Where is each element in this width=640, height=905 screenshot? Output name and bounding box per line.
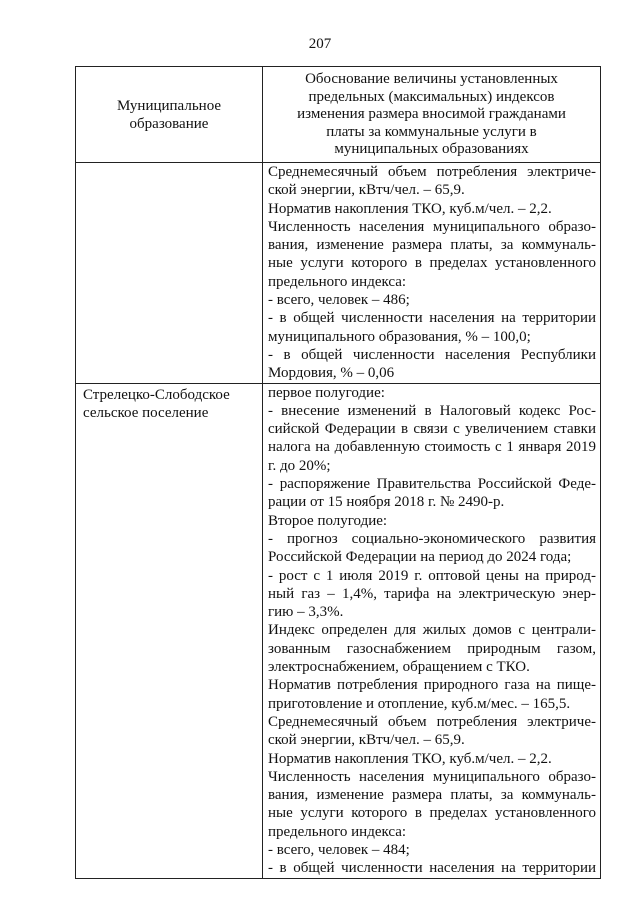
text-line: предельного индекса: bbox=[268, 823, 407, 840]
header-text-line: Обоснование величины установленных bbox=[305, 71, 558, 87]
text-line: Мордовия, % – 0,06 bbox=[268, 365, 395, 382]
header-municipality bbox=[76, 67, 263, 163]
municipality-name-cell bbox=[76, 163, 263, 384]
text-line: Численность населения муниципального образо- bbox=[268, 218, 596, 235]
text-line: первое полугодие: bbox=[268, 384, 385, 401]
text-line: сийской Федерации в связи с увеличением ставки bbox=[268, 421, 596, 438]
text-line: Второе полугодие: bbox=[268, 512, 388, 529]
municipality-name-cell bbox=[76, 383, 263, 878]
justification-cell bbox=[263, 383, 601, 878]
text-line: Российской Федерации на период до 2024 года; bbox=[268, 549, 572, 566]
header-text-line: муниципальных образованиях bbox=[334, 141, 529, 157]
header-text-line: изменения размера вносимой гражданами bbox=[297, 106, 566, 122]
text-line: ные услуги которого в пределах установленного bbox=[268, 255, 596, 272]
text-line: ской энергии, кВтч/чел. – 65,9. bbox=[268, 182, 465, 199]
text-line: Норматив накопления ТКО, куб.м/чел. – 2,2. bbox=[268, 750, 552, 767]
header-text-line: образование bbox=[129, 115, 209, 132]
text-line: электроснабжением, обращением с ТКО. bbox=[268, 659, 530, 676]
text-line: - всего, человек – 486; bbox=[268, 292, 410, 309]
municipality-name-line: сельское поселение bbox=[83, 404, 209, 421]
text-line: Среднемесячный объем потребления электриче- bbox=[268, 713, 596, 730]
justification-cell bbox=[263, 163, 601, 384]
page-number: 207 bbox=[308, 36, 332, 52]
header-text-line: Муниципальное bbox=[116, 97, 222, 114]
text-line: - в общей численности населения на территории bbox=[268, 310, 596, 327]
text-line: вания, изменение размера платы, за коммуналь- bbox=[268, 787, 596, 804]
text-line: - всего, человек – 484; bbox=[268, 841, 410, 858]
table-header-row bbox=[76, 67, 601, 163]
table-row bbox=[76, 163, 601, 384]
text-line: вания, изменение размера платы, за коммуналь- bbox=[268, 237, 596, 254]
text-line: приготовление и отопление, куб.м/мес. – 165,5. bbox=[268, 695, 571, 712]
text-line: гию – 3,3%. bbox=[268, 604, 344, 621]
text-line: - в общей численности населения на территории bbox=[268, 860, 596, 877]
text-line: Индекс определен для жилых домов с централи- bbox=[268, 622, 596, 639]
text-line: ный газ – 1,4%, тарифа на электрическую энер- bbox=[268, 585, 596, 602]
municipality-name-line: Стрелецко-Слободское bbox=[83, 386, 230, 403]
text-line: Численность населения муниципального образо- bbox=[268, 768, 596, 785]
text-line: - в общей численности населения Республики bbox=[268, 346, 596, 363]
header-text-line: предельных (максимальных) индексов bbox=[308, 88, 555, 105]
text-line: - прогноз социально-экономического развития bbox=[268, 530, 596, 547]
text-line: предельного индекса: bbox=[268, 273, 407, 290]
header-justification bbox=[263, 67, 601, 163]
table-row bbox=[76, 383, 601, 878]
text-line: зованным газоснабжением природным газом, bbox=[268, 640, 596, 657]
text-line: Среднемесячный объем потребления электриче- bbox=[268, 164, 596, 180]
text-line: ской энергии, кВтч/чел. – 65,9. bbox=[268, 732, 465, 749]
text-line: Норматив потребления природного газа на пище- bbox=[268, 677, 596, 694]
text-line: г. до 20%; bbox=[268, 457, 331, 474]
text-line: - рост с 1 июля 2019 г. оптовой цены на природ- bbox=[268, 567, 596, 584]
text-line: Норматив накопления ТКО, куб.м/чел. – 2,2. bbox=[268, 200, 552, 217]
text-line: рации от 15 ноября 2018 г. № 2490-р. bbox=[268, 494, 505, 511]
text-line: - распоряжение Правительства Российской Феде- bbox=[268, 476, 596, 493]
text-line: налога на добавленную стоимость с 1 января 2019 bbox=[268, 439, 596, 456]
header-text-line: платы за коммунальные услуги в bbox=[326, 123, 537, 140]
municipal-index-table bbox=[75, 66, 601, 879]
text-line: муниципального образования, % – 100,0; bbox=[268, 328, 531, 345]
text-line: - внесение изменений в Налоговый кодекс Рос- bbox=[268, 402, 596, 419]
text-line: ные услуги которого в пределах установленного bbox=[268, 805, 596, 822]
